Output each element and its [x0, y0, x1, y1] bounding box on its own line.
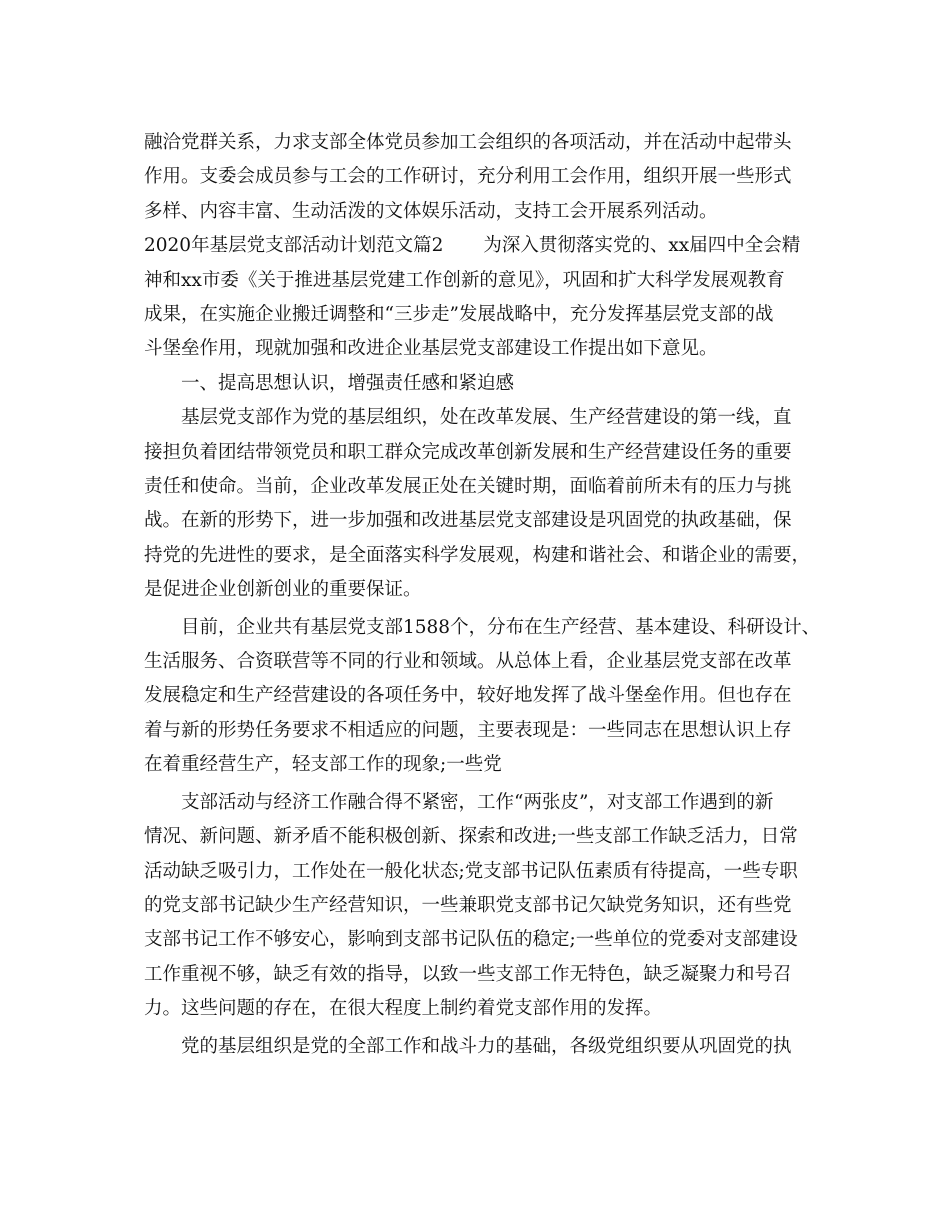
text-line: 是促进企业创新创业的重要保证。 [144, 579, 422, 601]
text-line: 工作重视不够，缺乏有效的指导，以致一些支部工作无特色，缺乏凝聚力和号召 [144, 963, 792, 985]
text-line: 党的基层组织是党的全部工作和战斗力的基础，各级党组织要从巩固党的执 [181, 1035, 792, 1057]
text-line: 多样、内容丰富、生动活泼的文体娱乐活动，支持工会开展系列活动。 [144, 200, 718, 222]
text-line: 作用。支委会成员参与工会的工作研讨，充分利用工会作用，组织开展一些形式 [144, 166, 792, 188]
text-line: 活动缺乏吸引力，工作处在一般化状态;党支部书记队伍素质有待提高，一些专职 [144, 860, 798, 882]
text-line: 在着重经营生产，轻支部工作的现象;一些党 [144, 754, 502, 776]
text-line: 接担负着团结带领党员和职工群众完成改革创新发展和生产经营建设任务的重要 [144, 441, 792, 463]
text-line: 持党的先进性的要求，是全面落实科学发展观，构建和谐社会、和谐企业的需要， [144, 544, 811, 566]
text-line: 基层党支部作为党的基层组织，处在改革发展、生产经营建设的第一线，直 [181, 407, 792, 429]
section-title: 2020年基层党支部活动计划范文篇2 [144, 235, 444, 257]
subheading: 一、提高思想认识，增强责任感和紧迫感 [181, 372, 515, 394]
text-line: 融洽党群关系，力求支部全体党员参加工会组织的各项活动，并在活动中起带头 [144, 132, 792, 153]
text-line: 成果，在实施企业搬迁调整和“三步走”发展战略中，充分发挥基层党支部的战 [144, 303, 774, 325]
text-line: 神和xx市委《关于推进基层党建工作创新的意见》，巩固和扩大科学发展观教育 [144, 269, 785, 291]
text-line: 发展稳定和生产经营建设的各项任务中，较好地发挥了战斗堡垒作用。但也存在 [144, 685, 792, 707]
text-line: 为深入贯彻落实党的、xx届四中全会精 [483, 235, 801, 257]
text-line: 斗堡垒作用，现就加强和改进企业基层党支部建设工作提出如下意见。 [144, 338, 718, 360]
text-line: 着与新的形势任务要求不相适应的问题，主要表现是：一些同志在思想认识上存 [144, 719, 792, 741]
text-line: 力。这些问题的存在，在很大程度上制约着党支部作用的发挥。 [144, 998, 663, 1020]
section-heading-line [144, 229, 824, 263]
text-line: 情况、新问题、新矛盾不能积极创新、探索和改进;一些支部工作缺乏活力，日常 [144, 826, 798, 848]
text-line: 支部书记工作不够安心，影响到支部书记队伍的稳定;一些单位的党委对支部建设 [144, 929, 798, 951]
document-body [144, 126, 824, 1064]
text-line: 目前，企业共有基层党支部1588个，分布在生产经营、基本建设、科研设计、 [181, 616, 821, 638]
text-line: 支部活动与经济工作融合得不紧密，工作“两张皮”，对支部工作遇到的新 [181, 791, 774, 813]
text-line: 的党支部书记缺少生产经营知识，一些兼职党支部书记欠缺党务知识，还有些党 [144, 894, 792, 916]
text-line: 战。在新的形势下，进一步加强和改进基层党支部建设是巩固党的执政基础，保 [144, 510, 792, 532]
text-line: 责任和使命。当前，企业改革发展正处在关键时期，面临着前所未有的压力与挑 [144, 475, 792, 497]
text-line: 生活服务、合资联营等不同的行业和领域。从总体上看，企业基层党支部在改革 [144, 651, 792, 673]
